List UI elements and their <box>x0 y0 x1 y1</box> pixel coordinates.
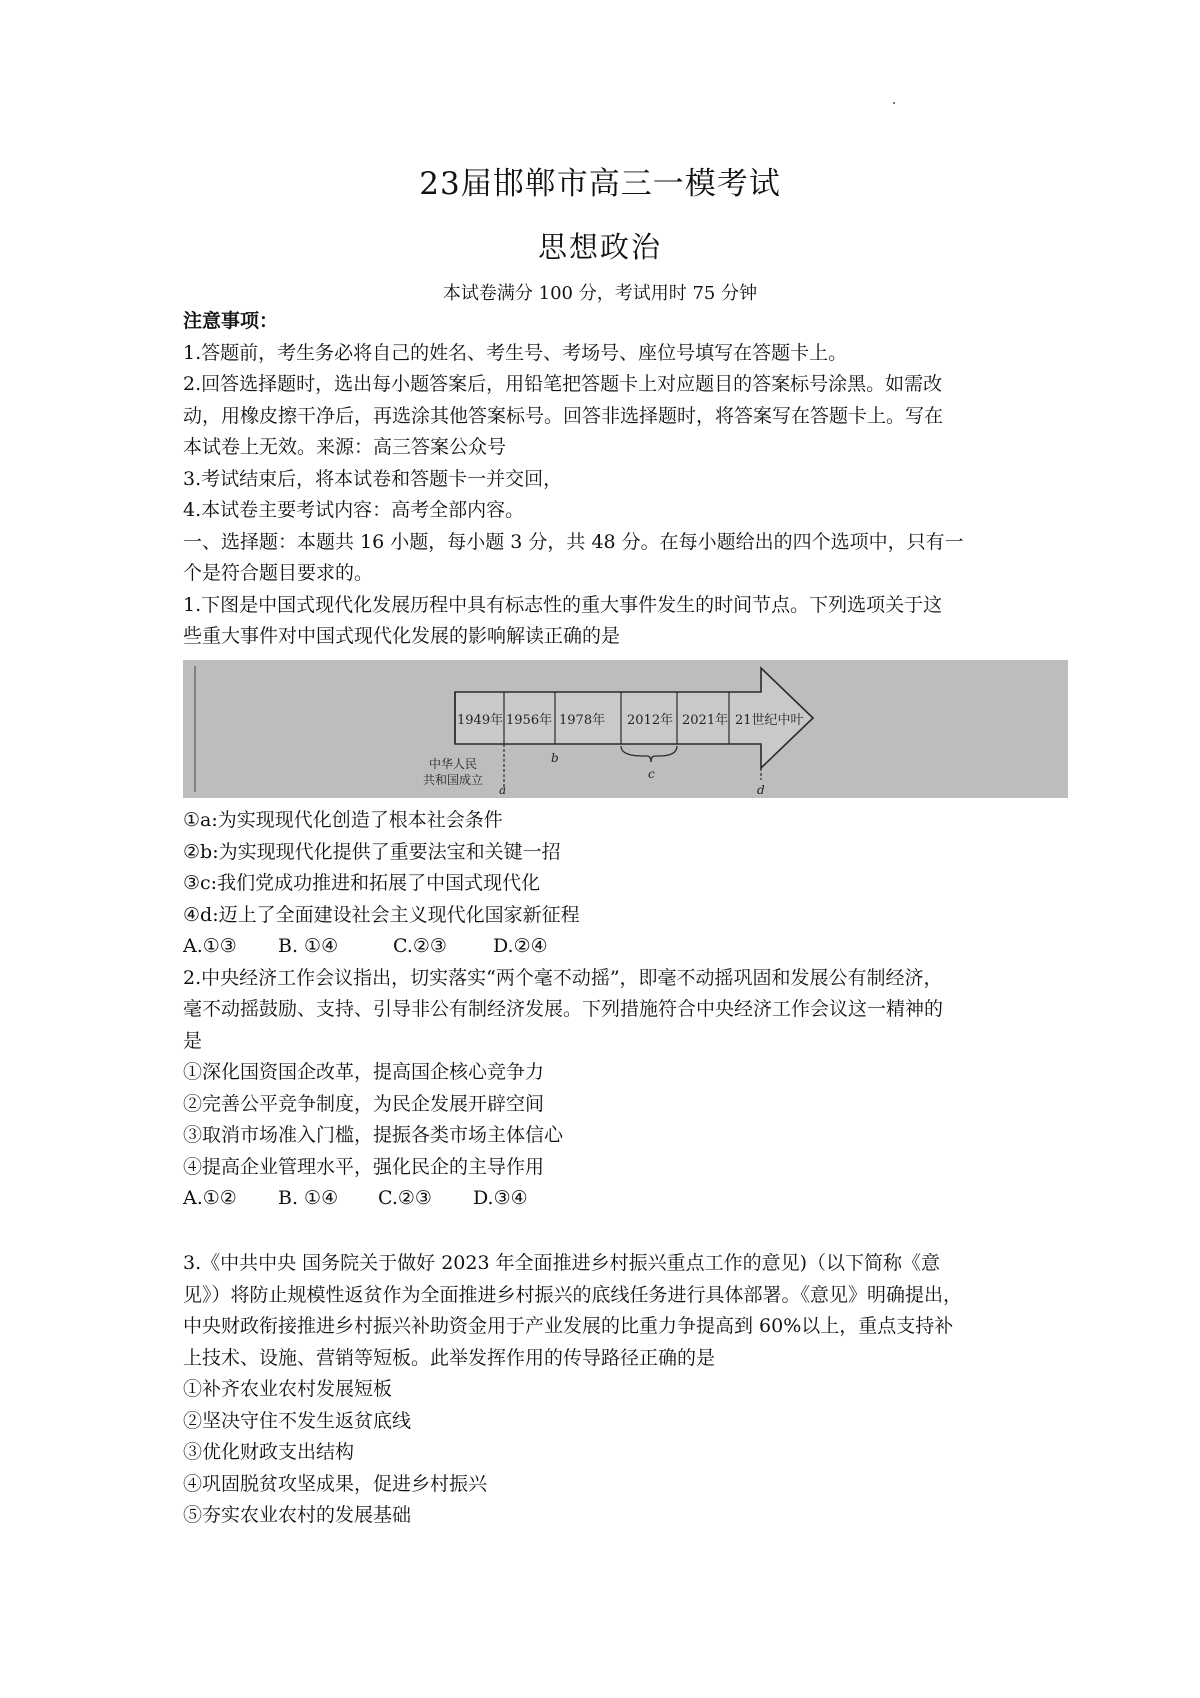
figure-caption-line: 共和国成立 <box>423 773 484 787</box>
exam-subject: 思想政治 <box>537 230 662 264</box>
q1-options <box>183 931 1025 963</box>
year-label: 1978年 <box>559 713 606 728</box>
q3-block <box>183 1248 1025 1532</box>
q2-item: ④提高企业管理水平，强化民企的主导作用 <box>183 1155 545 1178</box>
year-label: 2012年 <box>627 713 674 728</box>
notice-line: 1.答题前，考生务必将自己的姓名、考生号、考场号、座位号填写在答题卡上。 <box>183 341 848 364</box>
notice-block <box>183 306 1025 653</box>
q2-option-b: B. ①④ <box>278 1187 339 1209</box>
year-label: 1956年 <box>506 713 553 728</box>
section-heading-line: 个是符合题目要求的。 <box>183 562 374 584</box>
q3-item: ⑤夯实农业农村的发展基础 <box>183 1504 412 1526</box>
exam-info: 本试卷满分 100 分，考试用时 75 分钟 <box>442 283 758 304</box>
q3-item: ③优化财政支出结构 <box>183 1441 355 1463</box>
q2-stem-line: 2.中央经济工作会议指出，切实落实“两个毫不动摇”，即毫不动摇巩固和发展公有制经济， <box>183 966 943 989</box>
q2-stem-line: 毫不动摇鼓励、支持、引导非公有制经济发展。下列措施符合中央经济工作会议这一精神的 <box>183 998 944 1020</box>
q1-item: ②b:为实现现代化提供了重要法宝和关键一招 <box>183 840 561 863</box>
notice-line: 3.考试结束后，将本试卷和答题卡一并交回， <box>183 467 563 490</box>
q2-option-c: C.②③ <box>378 1187 432 1209</box>
notice-line: 本试卷上无效。来源：高三答案公众号 <box>183 436 507 458</box>
q1-option-d: D.②④ <box>493 935 548 957</box>
q1-item: ③c:我们党成功推进和拓展了中国式现代化 <box>183 872 541 894</box>
q2-option-d: D.③④ <box>473 1187 528 1209</box>
year-label: 1949年 <box>457 713 504 728</box>
q1-items-block <box>183 805 1025 1215</box>
q3-stem-line: 中央财政衔接推进乡村振兴补助资金用于产业发展的比重力争提高到 60%以上，重点支持补 <box>183 1315 954 1337</box>
timeline-figure <box>183 660 1068 798</box>
marker-d: d <box>757 783 765 797</box>
q2-item: ③取消市场准入门槛，提振各类市场主体信心 <box>183 1124 564 1146</box>
q3-item: ④巩固脱贫攻坚成果，促进乡村振兴 <box>183 1472 488 1495</box>
exam-title: 23届邯郸市高三一模考试 <box>419 166 781 202</box>
marker-b: b <box>551 751 559 765</box>
section-heading-line: 一、选择题：本题共 16 小题，每小题 3 分，共 48 分。在每小题给出的四个选项中，只有一 <box>183 530 964 553</box>
marker-c: c <box>648 767 655 781</box>
figure-caption-line: 中华人民 <box>429 757 478 771</box>
q3-item: ①补齐农业农村发展短板 <box>183 1378 393 1400</box>
notice-line: 动，用橡皮擦干净后，再选涂其他答案标号。回答非选择题时，将答案写在答题卡上。写在 <box>183 404 944 427</box>
marker-a: a <box>499 783 507 797</box>
q2-stem-line: 是 <box>183 1029 203 1052</box>
q3-item: ②坚决守住不发生返贫底线 <box>183 1409 412 1432</box>
q1-item: ①a:为实现现代化创造了根本社会条件 <box>183 809 503 831</box>
year-label: 21世纪中叶 <box>735 713 804 728</box>
q2-option-a: A.①② <box>183 1187 237 1209</box>
q1-option-c: C.②③ <box>393 935 447 957</box>
q2-options <box>183 1183 1025 1215</box>
q3-stem-line: 3.《中共中央 国务院关于做好 2023 年全面推进乡村振兴重点工作的意见)（以下简称《意 <box>183 1252 941 1274</box>
q2-item: ②完善公平竞争制度，为民企发展开辟空间 <box>183 1092 545 1115</box>
q2-item: ①深化国资国企改革，提高国企核心竞争力 <box>183 1061 545 1083</box>
q1-stem-line: 1.下图是中国式现代化发展历程中具有标志性的重大事件发生的时间节点。下列选项关于这 <box>183 593 943 616</box>
notice-line: 2.回答选择题时，选出每小题答案后，用铅笔把答题卡上对应题目的答案标号涂黑。如需改 <box>183 373 943 395</box>
q1-stem-line: 些重大事件对中国式现代化发展的影响解读正确的是 <box>183 625 621 647</box>
q1-item: ④d:迈上了全面建设社会主义现代化国家新征程 <box>183 903 580 926</box>
q1-option-b: B. ①④ <box>278 935 339 957</box>
year-label: 2021年 <box>682 713 729 728</box>
notice-heading: 注意事项： <box>183 310 279 332</box>
timeline-svg <box>183 660 1068 798</box>
q3-stem-line: 见》）将防止规模性返贫作为全面推进乡村振兴的底线任务进行具体部署。《意见》明确提出， <box>183 1283 963 1306</box>
q1-option-a: A.①③ <box>183 935 237 957</box>
scan-dot <box>893 102 895 104</box>
notice-line: 4.本试卷主要考试内容：高考全部内容。 <box>183 499 525 521</box>
q3-stem-line: 上技术、设施、营销等短板。此举发挥作用的传导路径正确的是 <box>183 1346 716 1369</box>
